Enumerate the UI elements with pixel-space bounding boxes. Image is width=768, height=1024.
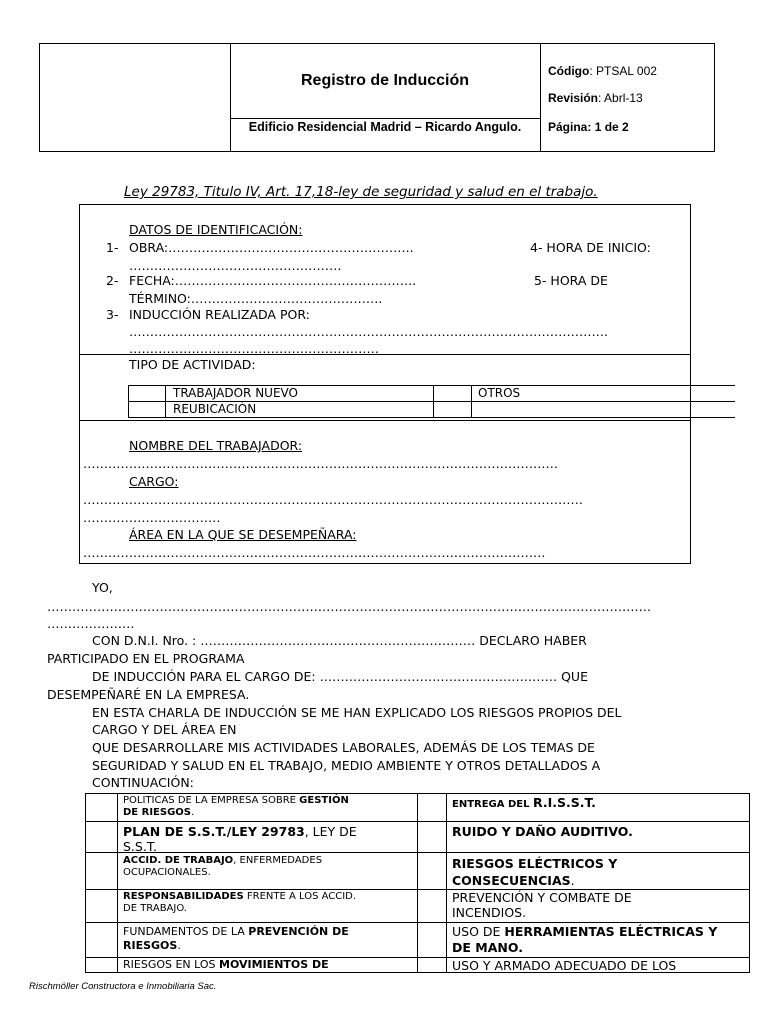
activity-col-line: [433, 385, 434, 418]
law-reference: Ley 29783, Titulo IV, Art. 17,18-ley de seguridad y salud en el trabajo.: [124, 184, 598, 200]
topic-cell: PREVENCIÓN Y COMBATE DE INCENDIOS.: [452, 890, 632, 920]
item-number: 1-: [106, 240, 119, 255]
area-label: ÁREA EN LA QUE SE DESEMPEÑARA:: [129, 527, 357, 542]
name-line-cont[interactable]: …………………: [47, 616, 135, 631]
nombre-label: NOMBRE DEL TRABAJADOR:: [129, 438, 303, 453]
activity-table: [128, 385, 735, 419]
decl-text: CONTINUACIÓN:: [92, 775, 194, 790]
induccion-line[interactable]: ……………………………………………………: [129, 341, 379, 356]
dni-line[interactable]: CON D.N.I. Nro. : ………………………………………………………… DECLARO HABER: [92, 633, 587, 648]
decl-text: CARGO Y DEL ÁREA EN: [92, 722, 237, 737]
document-title: Registro de Inducción: [230, 44, 540, 119]
fecha-field[interactable]: FECHA:………………………………………………….: [129, 273, 417, 288]
induccion-label: INDUCCIÓN REALIZADA POR:: [129, 307, 310, 322]
topic-cell: ACCID. DE TRABAJO, ENFERMEDADES OCUPACIONALES.: [123, 855, 323, 878]
activity-col-line: [165, 385, 166, 418]
yo-label: YO,: [92, 580, 113, 595]
topic-cell: USO Y ARMADO ADECUADO DE LOS: [452, 958, 677, 973]
company-footer: Rischmöller Constructora e Inmobiliaria Sac.: [29, 981, 217, 992]
document-header: [39, 43, 715, 152]
name-line[interactable]: ……………………………………………………………………………………………………………………………….: [47, 599, 651, 614]
topic-cell: PLAN DE S.S.T./LEY 29783, LEY DE S.S.T.: [123, 824, 357, 854]
decl-text: QUE DESARROLLARE MIS ACTIVIDADES LABORALES, ADEMÁS DE LOS TEMAS DE: [92, 740, 595, 755]
topic-cell: USO DE HERRAMIENTAS ELÉCTRICAS Y DE MANO.: [452, 924, 718, 955]
cargo-line[interactable]: DE INDUCCIÓN PARA EL CARGO DE: ………………………………………………… QUE: [92, 669, 588, 684]
actividad-heading: TIPO DE ACTIVIDAD:: [129, 357, 256, 372]
hora-termino-label: 5- HORA DE: [534, 273, 608, 288]
item-number: 3-: [106, 307, 119, 322]
col-line: [117, 794, 118, 972]
cargo-field-cont[interactable]: ……………………………: [83, 510, 221, 525]
topic-cell: RIESGOS ELÉCTRICOS Y CONSECUENCIAS.: [452, 856, 618, 888]
project-name: Edificio Residencial Madrid – Ricardo Angulo.: [248, 120, 522, 134]
hora-termino-field[interactable]: TÉRMINO:……………………………………….: [129, 291, 383, 306]
activity-col-line: [128, 385, 129, 418]
pagina: Página: 1 de 2: [548, 120, 629, 134]
activity-col-line: [471, 385, 472, 418]
item-number: 2-: [106, 273, 119, 288]
topic-cell: RUIDO Y DAÑO AUDITIVO.: [452, 824, 633, 839]
codigo: Código: PTSAL 002: [548, 64, 657, 78]
hora-inicio-field[interactable]: 4- HORA DE INICIO:: [530, 240, 651, 255]
decl-text: SEGURIDAD Y SALUD EN EL TRABAJO, MEDIO AMBIENTE Y OTROS DETALLADOS A: [92, 758, 601, 773]
topic-cell: RESPONSABILIDADES FRENTE A LOS ACCID. DE TRABAJO.: [123, 891, 357, 914]
decl-text: EN ESTA CHARLA DE INDUCCIÓN SE ME HAN EXPLICADO LOS RIESGOS PROPIOS DEL: [92, 705, 622, 720]
col-line: [417, 794, 418, 972]
nombre-field[interactable]: ……………………………………………………………………………………………………: [83, 456, 558, 471]
option-otros[interactable]: OTROS: [478, 386, 521, 400]
col-line: [446, 794, 447, 972]
topic-cell: RIESGOS EN LOS MOVIMIENTOS DE: [123, 958, 329, 971]
cargo-label: CARGO:: [129, 474, 179, 489]
decl-text: PARTICIPADO EN EL PROGRAMA: [47, 651, 245, 666]
activity-row-line: [128, 417, 735, 418]
induccion-line[interactable]: …………………………………………………………………………………………………….: [129, 324, 608, 339]
option-trabajador-nuevo[interactable]: TRABAJADOR NUEVO: [173, 386, 298, 400]
divider: [79, 420, 691, 421]
title-cell: [230, 44, 541, 151]
obra-field[interactable]: OBRA:…………………………………………………..: [129, 240, 414, 255]
option-reubicacion[interactable]: REUBICACIÓN: [173, 402, 257, 416]
topic-cell: FUNDAMENTOS DE LA PREVENCIÓN DE RIESGOS.: [123, 925, 349, 952]
cargo-field[interactable]: …………………………………………………………………………………………………………: [83, 492, 583, 507]
logo-cell: [40, 44, 231, 151]
topic-cell: POLITICAS DE LA EMPRESA SOBRE GESTIÓN DE RIESGOS.: [123, 795, 349, 818]
ident-heading: DATOS DE IDENTIFICACIÓN:: [129, 222, 303, 237]
topic-cell: ENTREGA DEL R.I.S.S.T.: [452, 795, 596, 810]
area-field[interactable]: …………………………………………………………………………………………………: [83, 545, 546, 560]
revision: Revisión: Abrl-13: [548, 91, 643, 105]
decl-text: DESEMPEÑARÉ EN LA EMPRESA.: [47, 687, 250, 702]
obra-field-cont[interactable]: ……………………………………………: [129, 258, 342, 273]
topics-table: [85, 793, 750, 973]
